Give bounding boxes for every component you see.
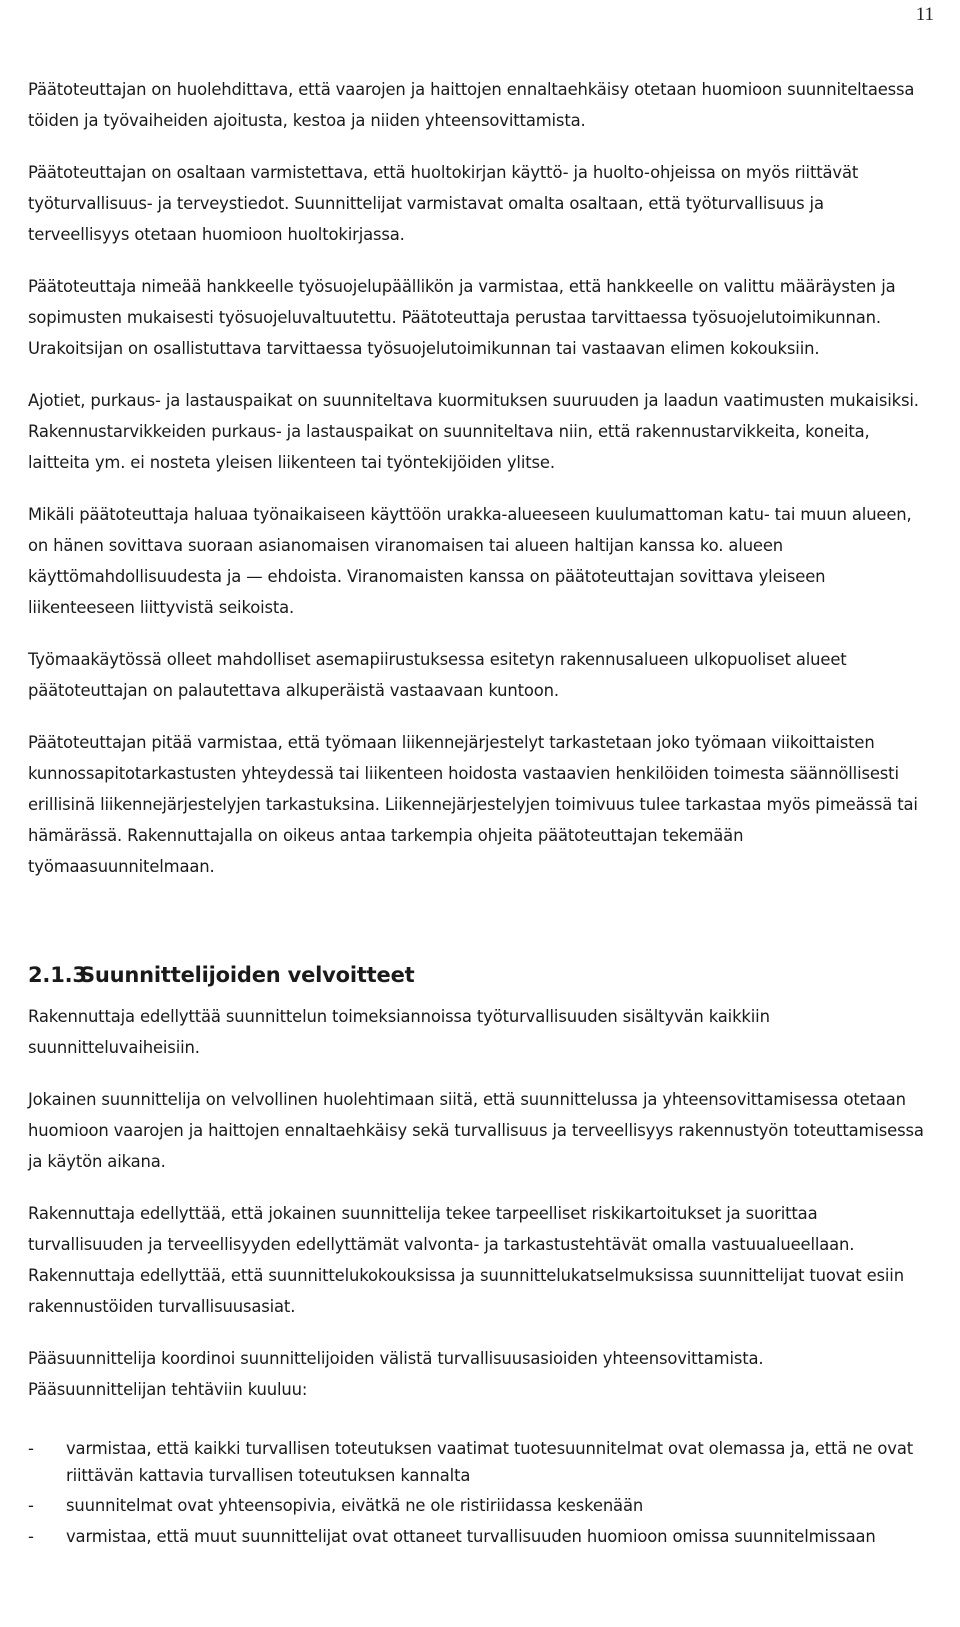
list-bullet: - [28, 1526, 34, 1546]
section-number: 2.1.3 [28, 963, 87, 987]
list-bullet: - [28, 1439, 34, 1458]
paragraph-safety-manager: Päätoteuttaja nimeää hankkeelle työsuojelupäällikön ja varmistaa, että hankkeelle on valittu määräysten ja sopimusten mukaisesti työsuojeluvaltuutettu. Päätoteuttaja perustaa tarvittaessa työsuojelutoimikunnan. Urakoitsijan on osallistuttava tarvittaessa työsuojelutoimikunnan tai vastaavan elimen kokouksiin. [28, 277, 896, 358]
section-title: Suunnittelijoiden velvoitteet [80, 963, 415, 987]
duties-list [28, 1436, 928, 1550]
paragraph-scheduling: Päätoteuttajan on huolehdittava, että vaarojen ja haittojen ennaltaehkäisy otetaan huomioon suunniteltaessa töiden ja työvaiheiden ajoitusta, kestoa ja niiden yhteensovittamista. [28, 80, 915, 130]
paragraph-maintenance-manual: Päätoteuttajan on osaltaan varmistettava, että huoltokirjan käyttö- ja huolto-ohjeissa on myös riittävät työturvallisuus- ja terveystiedot. Suunnittelijat varmistavat omalta osaltaan, että työturvallisuus ja terveellisyys otetaan huomioon huoltokirjassa. [28, 163, 859, 244]
paragraph-risk-assessment: Rakennuttaja edellyttää, että jokainen suunnittelija tekee tarpeelliset riskikartoitukset ja suorittaa turvallisuuden ja terveellisyyden edellyttämät valvonta- ja tarkastustehtävät omalla vastuualueellaan. Rakennuttaja edellyttää, että suunnittelukokouksissa ja suunnittelukatselmuksissa suunnittelijat tuovat esiin rakennustöiden turvallisuusasiat. [28, 1204, 904, 1316]
list-item [28, 1493, 928, 1520]
section-heading [28, 960, 928, 990]
paragraph-driveways: Ajotiet, purkaus- ja lastauspaikat on suunniteltava kuormituksen suuruuden ja laadun vaatimusten mukaisiksi. Rakennustarvikkeiden purkaus- ja lastauspaikat on suunniteltava niin, että rakennustarvikkeita, koneita, laitteita ym. ei nosteta yleisen liikenteen tai työntekijöiden ylitse. [28, 391, 919, 472]
list-item-text: varmistaa, että muut suunnittelijat ovat ottaneet turvallisuuden huomioon omissa suunnitelmissaan [66, 1526, 876, 1546]
paragraph-traffic-arrangements: Päätoteuttajan pitää varmistaa, että työmaan liikennejärjestelyt tarkastetaan joko työmaan viikoittaisten kunnossapitotarkastusten yhteydessä tai liikenteen hoidosta vastaavien henkilöiden toimesta säännöllisesti erillisinä liikennejärjestelyjen tarkastuksina. Liikennejärjestelyjen toimivuus tulee tarkastaa myös pimeässä tai hämärässä. Rakennuttajalla on oikeus antaa tarkempia ohjeita päätoteuttajan tekemään työmaasuunnitelmaan. [28, 733, 918, 876]
paragraph-designer-obligation: Jokainen suunnittelija on velvollinen huolehtimaan siitä, että suunnittelussa ja yhteensovittamisessa otetaan huomioon vaarojen ja haittojen ennaltaehkäisy sekä turvallisuus ja terveellisyys rakennustyön toteuttamisessa ja käytön aikana. [28, 1090, 924, 1171]
document-body [28, 74, 928, 1554]
lead-line-2: Pääsuunnittelijan tehtäviin kuuluu: [28, 1380, 308, 1399]
list-item [28, 1436, 928, 1489]
paragraph-restoration: Työmaakäytössä olleet mahdolliset asemapiirustuksessa esitetyn rakennusalueen ulkopuoliset alueet päätoteuttajan on palautettava alkuperäistä vastaavaan kuntoon. [28, 650, 847, 700]
page-number: 11 [915, 4, 934, 25]
paragraph-temporary-area: Mikäli päätoteuttaja haluaa työnaikaiseen käyttöön urakka-alueeseen kuulumattoman katu- tai muun alueen, on hänen sovittava suoraan asianomaisen viranomaisen tai alueen haltijan kanssa ko. alueen käyttömahdollisuudesta ja — ehdoista. Viranomaisten kanssa on päätoteuttajan sovittava yleiseen liikenteeseen liittyvistä seikoista. [28, 505, 912, 617]
lead-paragraph [28, 1343, 928, 1405]
list-bullet: - [28, 1496, 34, 1515]
list-item-text: varmistaa, että kaikki turvallisen toteutuksen vaatimat tuotesuunnitelmat ovat olemassa ja, että ne ovat riittävän kattavia turvallisen toteutuksen kannalta [66, 1439, 914, 1485]
paragraph-design-commissions: Rakennuttaja edellyttää suunnittelun toimeksiannoissa työturvallisuuden sisältyvän kaikkiin suunnitteluvaiheisiin. [28, 1007, 770, 1057]
lead-line-1: Pääsuunnittelija koordinoi suunnittelijoiden välistä turvallisuusasioiden yhteensovittamista. [28, 1349, 764, 1368]
list-item-text: suunnitelmat ovat yhteensopivia, eivätkä ne ole ristiriidassa keskenään [66, 1496, 644, 1515]
list-item [28, 1524, 928, 1551]
